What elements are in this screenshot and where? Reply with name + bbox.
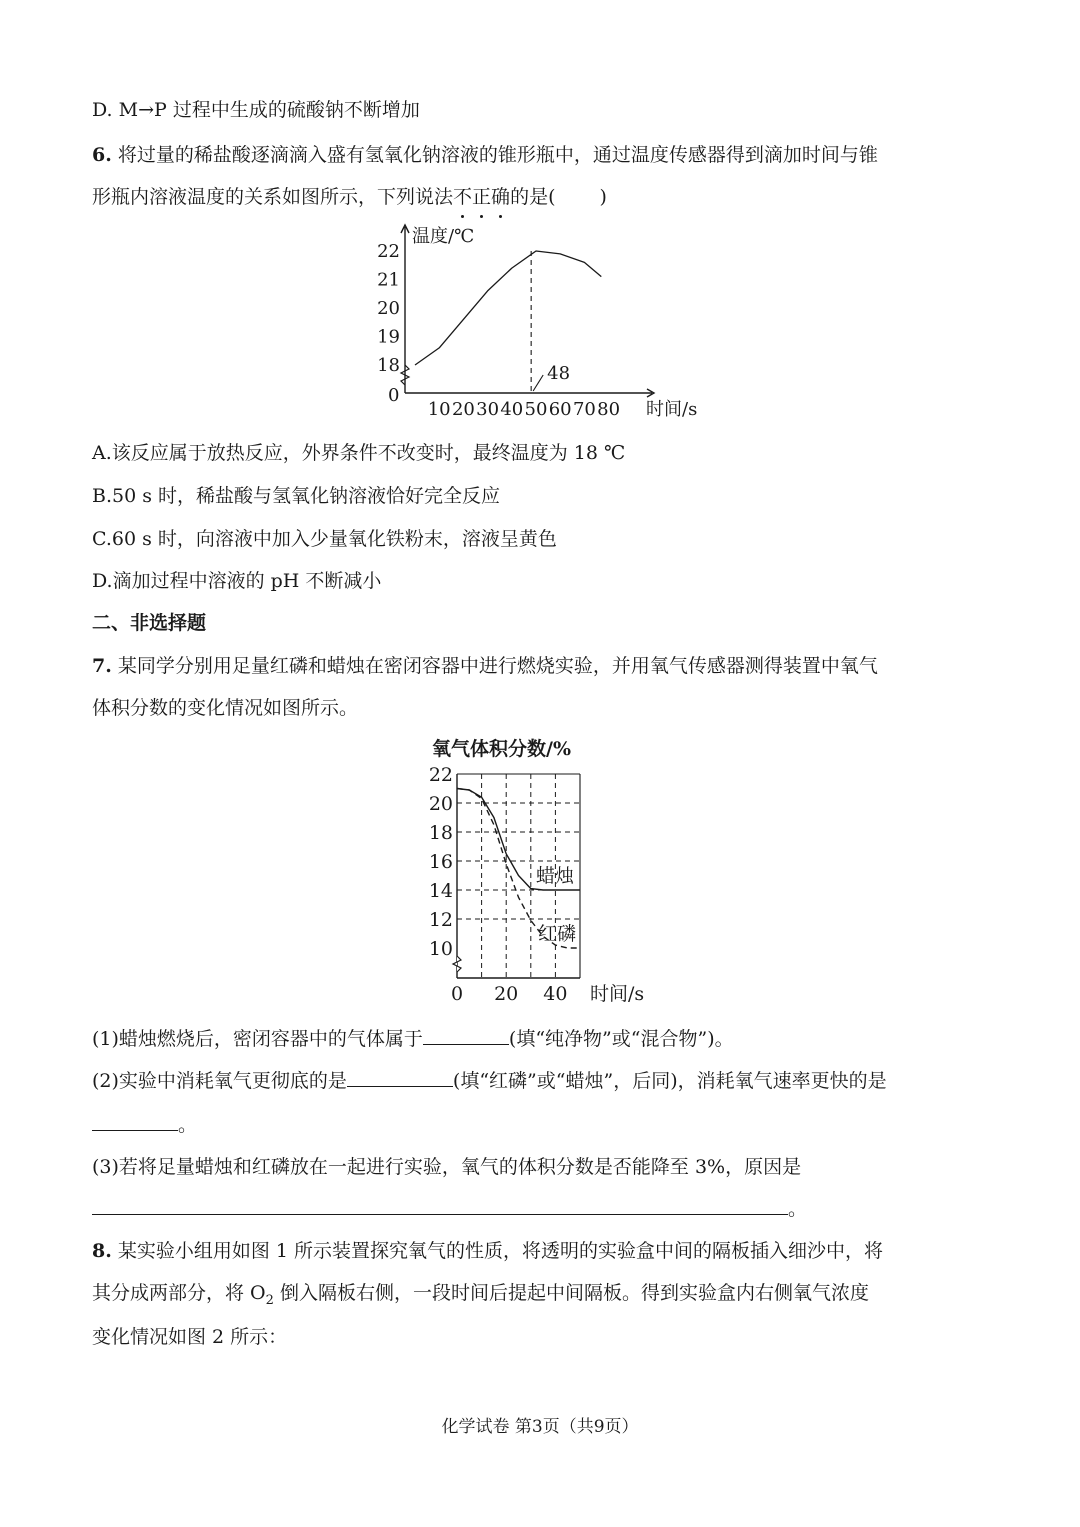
q6-number: 6. xyxy=(92,144,112,166)
y-tick-label: 20 xyxy=(377,298,400,319)
q7-sub2-text-a: (2)实验中消耗氧气更彻底的是 xyxy=(92,1070,347,1092)
q7-sub2-cont xyxy=(92,1116,197,1135)
y-tick-label: 20 xyxy=(428,793,453,815)
y-tick-label: 10 xyxy=(428,938,453,960)
y-axis-label: 温度/℃ xyxy=(412,226,475,247)
q7-number: 7. xyxy=(92,655,112,677)
q8-o2-subscript: 2 xyxy=(265,1292,274,1308)
q6-stem-text2a: 形瓶内溶液温度的关系如图所示，下列说法 xyxy=(92,186,454,208)
y-axis-break-mark xyxy=(453,956,461,972)
q7-sub2-answer-blank-1[interactable] xyxy=(347,1085,453,1087)
q6-emphasis-char-2: 正 xyxy=(472,186,491,208)
x-axis-label: 时间/s xyxy=(646,399,698,420)
q8-stem-line2 xyxy=(92,1284,869,1307)
q7-sub3-text-b: 。 xyxy=(788,1198,808,1220)
y-tick-label: 14 xyxy=(428,880,453,902)
q6-emphasis-char-1: 不 xyxy=(453,186,472,208)
q7-sub2-text-b: (填“红磷”或“蜡烛”，后同)，消耗氧气速率更快的是 xyxy=(452,1070,887,1092)
annotation-leader-line xyxy=(533,375,543,391)
annotation-label: 48 xyxy=(547,363,571,384)
q7-sub2-answer-blank-2[interactable] xyxy=(92,1129,178,1131)
q7-sub3-cont xyxy=(92,1200,807,1219)
q7-sub3: (3)若将足量蜡烛和红磷放在一起进行实验，氧气的体积分数是否能降至 3%，原因是 xyxy=(92,1156,802,1178)
q7-sub2 xyxy=(92,1072,887,1091)
x-tick-label: 20 xyxy=(451,399,475,420)
y-tick-label: 21 xyxy=(377,269,400,291)
q7-sub3-answer-blank[interactable] xyxy=(92,1213,788,1215)
x-tick-label: 70 xyxy=(572,399,596,420)
y-tick-label: 16 xyxy=(428,851,453,873)
q6-stem-text1: 将过量的稀盐酸逐滴滴入盛有氢氧化钠溶液的锥形瓶中，通过温度传感器得到滴加时间与锥 xyxy=(111,144,878,166)
origin-label: 0 xyxy=(388,385,400,406)
q6-option-b: B.50 s 时，稀盐酸与氢氧化钠溶液恰好完全反应 xyxy=(92,485,501,507)
q8-stem-text2b: 倒入隔板右侧，一段时间后提起中间隔板。得到实验盒内右侧氧气浓度 xyxy=(273,1282,869,1304)
red-phosphorus-series-label: 红磷 xyxy=(538,923,577,945)
q7-sub1-answer-blank[interactable] xyxy=(423,1043,509,1045)
q7-stem-line1 xyxy=(92,657,878,676)
x-tick-label: 60 xyxy=(548,399,572,420)
q6-option-c: C.60 s 时，向溶液中加入少量氧化铁粉末，溶液呈黄色 xyxy=(92,528,557,550)
q7-stem-text1: 某同学分别用足量红磷和蜡烛在密闭容器中进行燃烧实验，并用氧气传感器测得装置中氧气 xyxy=(111,655,878,677)
q6-stem-line1 xyxy=(92,146,878,165)
x-tick-label: 80 xyxy=(597,399,621,420)
x-tick-label: 40 xyxy=(500,399,524,420)
y-tick-label: 19 xyxy=(377,326,400,348)
y-axis-label: 氧气体积分数/% xyxy=(432,738,571,760)
y-tick-label: 22 xyxy=(428,764,453,786)
y-tick-label: 12 xyxy=(428,909,453,931)
q6-temperature-chart xyxy=(360,215,720,425)
x-tick-label: 50 xyxy=(524,399,548,420)
q7-sub1-text-b: (填“纯净物”或“混合物”)。 xyxy=(508,1028,734,1050)
q6-option-a: A.该反应属于放热反应，外界条件不改变时，最终温度为 18 ℃ xyxy=(92,442,626,464)
q7-stem-line2: 体积分数的变化情况如图所示。 xyxy=(92,697,359,719)
q8-stem-text1: 某实验小组用如图 1 所示装置探究氧气的性质，将透明的实验盒中间的隔板插入细沙中，将 xyxy=(111,1240,884,1262)
q8-stem-text2a: 其分成两部分，将 O xyxy=(92,1282,266,1304)
x-axis-label: 时间/s xyxy=(590,983,645,1005)
q8-stem-line3: 变化情况如图 2 所示： xyxy=(92,1326,288,1348)
q7-sub1 xyxy=(92,1030,734,1049)
page-footer: 化学试卷 第3页（共9页） xyxy=(441,1417,639,1437)
section-title: 二、非选择题 xyxy=(92,612,207,634)
x-tick-label: 0 xyxy=(450,983,464,1005)
y-tick-label: 18 xyxy=(377,355,400,376)
x-tick-label: 10 xyxy=(427,399,451,420)
q6-option-d: D.滴加过程中溶液的 pH 不断减小 xyxy=(92,570,382,592)
q8-stem-line1 xyxy=(92,1242,883,1261)
q8-number: 8. xyxy=(92,1240,112,1262)
x-tick-label: 20 xyxy=(494,983,519,1005)
y-tick-label: 22 xyxy=(377,241,400,262)
y-tick-label: 18 xyxy=(428,822,453,844)
q6-stem-line2 xyxy=(92,188,607,207)
x-tick-label: 40 xyxy=(543,983,568,1005)
q6-answer-paren-close: ) xyxy=(599,186,607,208)
q7-oxygen-chart xyxy=(420,730,680,1010)
q7-sub1-text-a: (1)蜡烛燃烧后，密闭容器中的气体属于 xyxy=(92,1028,423,1050)
q6-emphasis-char-3: 确 xyxy=(491,186,510,208)
x-tick-label: 30 xyxy=(476,399,500,420)
temperature-curve xyxy=(415,251,601,365)
candle-series-label: 蜡烛 xyxy=(536,865,575,887)
q7-sub2-text-c: 。 xyxy=(178,1114,198,1136)
prev-option-d: D. M→P 过程中生成的硫酸钠不断增加 xyxy=(92,99,420,121)
q6-stem-text2b: 的是( xyxy=(510,186,556,208)
